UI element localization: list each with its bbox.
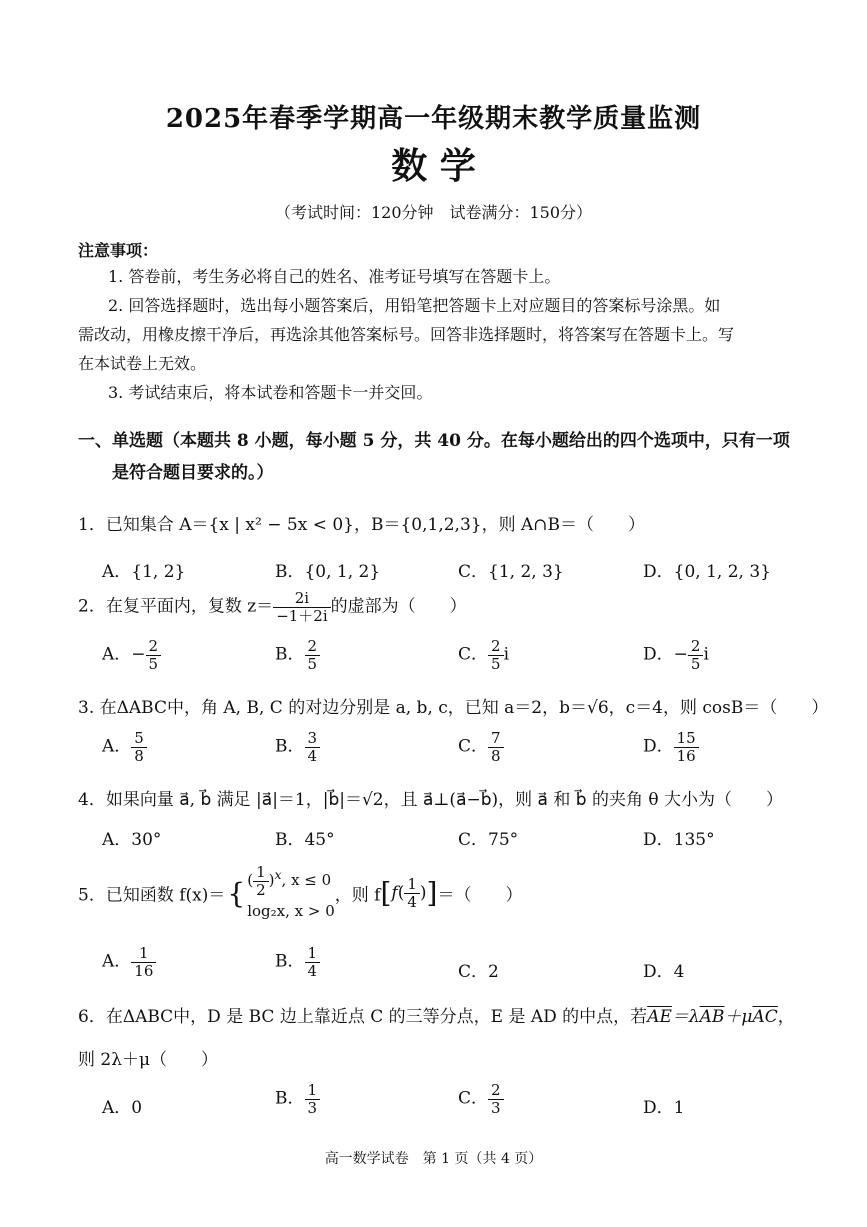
option-fraction [488,730,504,764]
question-4-option-b: B．45° [275,830,335,850]
question-6-option-a: A．0 [102,1098,143,1118]
option-fraction [146,638,162,672]
fraction-num: 2 [488,1082,504,1100]
fraction-den: 4 [307,961,318,980]
option-fraction [674,730,699,764]
option-label: D． [643,644,674,665]
section-heading-line-1: 一、单选题（本题共 8 小题，每小题 5 分，共 40 分。在每小题给出的四个选项中，只有一项 [78,431,790,451]
notice-heading: 注意事项： [78,241,159,260]
question-6-stem-text: 6．在ΔABC中，D 是 BC 边上靠近点 C 的三等分点，E 是 AD 的中点，若 [78,1007,648,1027]
fraction-num: 5 [131,730,147,748]
fraction-num: 1 [305,1082,321,1100]
option-suffix: i [703,644,709,665]
fraction-num: 1 [404,876,420,894]
fraction-num: 15 [674,730,699,748]
question-2-fraction-den: −1＋2i [276,606,328,625]
fraction-den: 4 [407,892,417,911]
question-2-stem-post: 的虚部为（ ） [330,596,467,617]
notice-item-2-line-2: 需改动，用橡皮擦干净后，再选涂其他答案标号。回答非选择题时，将答案写在答题卡上。写 [78,325,735,344]
option-suffix: i [503,644,509,665]
question-6-stem-line-2: 则 2λ＋μ（ ） [78,1050,219,1070]
question-5-stem [78,862,794,924]
fraction-den: 8 [491,746,501,765]
question-4-option-a: A．30° [102,830,162,850]
option-label: B． [275,644,305,665]
fraction-num: 3 [305,730,321,748]
question-3-option-d [643,730,699,764]
question-3-stem: 3. 在ΔABC中，角 A, B, C 的对边分别是 a, b, c，已知 a＝2，b＝√6，c＝4，则 cosB＝（ ） [78,698,829,718]
question-6-option-d: D．1 [643,1098,685,1118]
notice-item-2-line-3: 在本试卷上无效。 [78,354,207,373]
question-2-fraction-num: 2i [273,590,330,608]
option-fraction [488,1082,504,1116]
notice-item-3: 3. 考试结束后，将本试卷和答题卡一并交回。 [108,383,433,402]
question-2-fraction [273,590,330,624]
question-6-option-b [275,1082,320,1116]
option-fraction [488,638,504,672]
outer-bracket-left: [ [380,876,392,910]
vector-ae: $\overline{AE}$ [647,1007,672,1027]
case-1-exponent: x [274,867,282,882]
case-1-condition: , x ≤ 0 [281,871,332,889]
fraction-num: 2 [305,638,321,656]
piecewise-brace: { [227,876,246,910]
question-1-option-b: B．{0, 1, 2} [275,562,381,582]
fraction-num: 1 [305,945,321,963]
fraction-num: 2 [488,638,504,656]
question-2-option-a [102,638,161,672]
page-footer: 高一数学试卷 第 1 页（共 4 页） [324,1151,543,1167]
question-6-option-c [458,1082,504,1116]
fraction-den: 4 [307,746,318,765]
option-sign: − [673,644,688,665]
option-label: B． [275,736,305,757]
notice-item-2-line-1: 2. 回答选择题时，选出每小题答案后，用铅笔把答题卡上对应题目的答案标号涂黑。如 [108,296,721,315]
question-4-option-c: C．75° [458,830,519,850]
fraction-den: 3 [307,1098,318,1117]
piecewise-cases [247,862,335,924]
fraction-num: 2 [146,638,162,656]
fraction-den: 5 [690,654,701,673]
fraction-den: 8 [134,746,144,765]
question-5-option-b [275,945,320,979]
option-label: C． [458,644,489,665]
fraction-den: 16 [676,746,696,765]
question-4-option-d: D．135° [643,830,715,850]
piecewise-case-1: ( $\frac{1}{2}$ )$^x$, x ≤ 0 [247,863,332,899]
option-fraction [688,638,704,672]
inner-paren-right: ) [419,883,427,903]
question-3-option-a [102,730,147,764]
question-2-option-c [458,638,509,672]
equals-lambda: ＝λ [671,1007,700,1027]
question-5-stem-post: ＝（ ） [437,885,523,906]
vector-ac: $\overline{AC}$ [752,1007,778,1027]
fraction-den: 16 [134,961,154,980]
question-2-stem-pre: 2．在复平面内，复数 z＝ [78,596,274,617]
notice-item-1: 1. 答卷前，考生务必将自己的姓名、准考证号填写在答题卡上。 [108,267,561,286]
question-6-stem-line-1 [78,1002,794,1027]
option-label: A． [102,736,132,757]
question-5-stem-pre: 5．已知函数 f(x)＝ [78,885,226,906]
exam-title: 2025年春季学期高一年级期末教学质量监测 [165,104,702,134]
option-fraction [305,730,321,764]
case-1-fraction [253,864,269,898]
question-1-option-c: C．{1, 2, 3} [458,562,564,582]
option-label: B． [275,951,305,972]
option-label: A． [102,644,132,665]
outer-bracket-right: ] [426,876,438,910]
fraction-den: 5 [307,654,318,673]
inner-fraction [404,876,420,910]
question-4-stem: 4．如果向量 a⃗, b⃗ 满足 |a⃗|＝1，|b⃗|＝√2，且 a⃗⊥(a⃗−b⃗)，则 a⃗ 和 b⃗ 的夹角 θ 大小为（ ） [78,790,784,810]
fraction-den: 3 [491,1098,501,1117]
fraction-den: 5 [491,654,501,673]
inner-paren-left: ( [397,883,405,903]
fraction-den: 5 [148,654,159,673]
exam-info: （考试时间：120分钟 试卷满分：150分） [274,203,593,222]
section-heading-line-2: 是符合题目要求的。） [112,463,274,483]
option-fraction [305,945,321,979]
question-1-option-d: D．{0, 1, 2, 3} [643,562,771,582]
question-1-option-a: A．{1, 2} [102,562,186,582]
subject-title: 数 学 [391,145,476,187]
option-sign: − [131,644,146,665]
option-label: C． [458,736,489,757]
option-label: A． [102,951,132,972]
option-fraction [131,945,156,979]
question-5-stem-mid: ，则 f [334,885,381,906]
question-2-option-d [643,638,709,672]
piecewise-case-2: log₂x, x > 0 [247,902,335,920]
option-label: D． [643,736,674,757]
question-3-option-c [458,730,504,764]
plus-mu: ＋μ [724,1007,753,1027]
question-5-option-d: D．4 [643,962,685,982]
option-label: C． [458,1088,489,1109]
option-label: B． [275,1088,305,1109]
fraction-num: 1 [253,864,269,882]
fraction-num: 1 [131,945,156,963]
question-3-option-b [275,730,320,764]
option-fraction [131,730,147,764]
question-5-option-c: C．2 [458,962,499,982]
fraction-num: 2 [688,638,704,656]
question-2-stem [78,590,794,624]
question-1-stem: 1．已知集合 A＝{x | x² − 5x < 0}，B＝{0,1,2,3}，则 A∩B＝（ ） [78,515,645,535]
question-6-stem-end: ， [777,1007,795,1027]
fraction-num: 7 [488,730,504,748]
fraction-den: 2 [256,880,266,899]
question-2-option-b [275,638,320,672]
inner-function: f [391,883,398,903]
option-fraction [305,1082,321,1116]
vector-ab: $\overline{AB}$ [699,1007,725,1027]
option-fraction [305,638,321,672]
question-5-option-a [102,945,156,979]
